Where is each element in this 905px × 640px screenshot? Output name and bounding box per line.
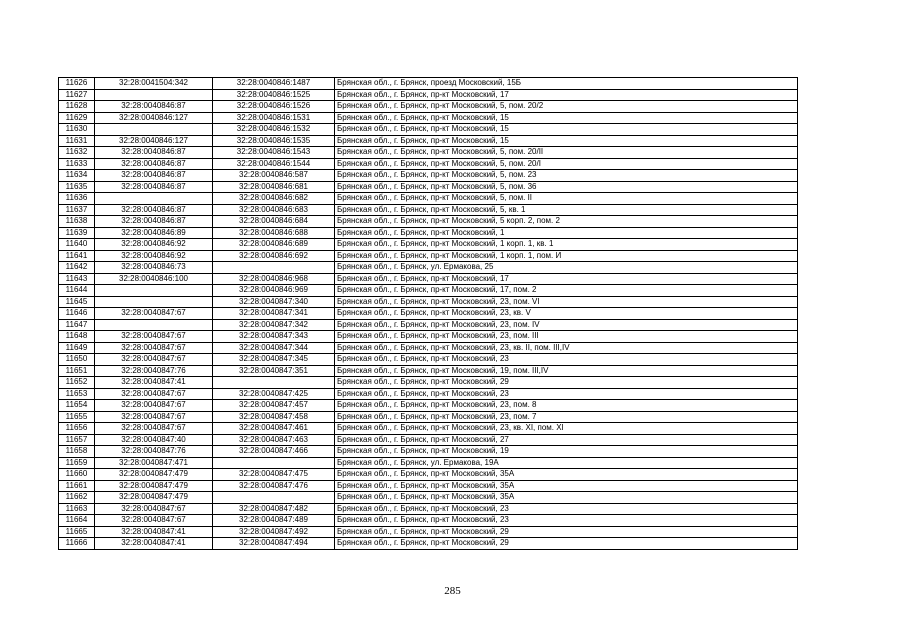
table-row xyxy=(59,319,798,331)
table-row xyxy=(59,112,798,124)
address-cell: Брянская обл., г. Брянск, пр-кт Московский, 5, пом. 20/II xyxy=(335,147,798,159)
row-number-cell: 11640 xyxy=(59,239,95,251)
parent-cadastral-number-cell: 32:28:0040847:67 xyxy=(95,400,213,412)
address-cell: Брянская обл., г. Брянск, пр-кт Московский, 5, пом. 23 xyxy=(335,170,798,182)
cadastral-number-cell: 32:28:0040846:1487 xyxy=(213,78,335,90)
cadastral-number-cell: 32:28:0040847:492 xyxy=(213,526,335,538)
address-cell: Брянская обл., г. Брянск, пр-кт Московский, 5, пом. 20/2 xyxy=(335,101,798,113)
address-cell: Брянская обл., г. Брянск, пр-кт Московский, 29 xyxy=(335,526,798,538)
row-number-cell: 11652 xyxy=(59,377,95,389)
table-row xyxy=(59,342,798,354)
address-cell: Брянская обл., г. Брянск, пр-кт Московский, 23, кв. XI, пом. XI xyxy=(335,423,798,435)
row-number-cell: 11646 xyxy=(59,308,95,320)
parent-cadastral-number-cell xyxy=(95,285,213,297)
table-row xyxy=(59,423,798,435)
parent-cadastral-number-cell: 32:28:0040846:127 xyxy=(95,135,213,147)
registry-table xyxy=(58,77,798,550)
address-cell: Брянская обл., г. Брянск, пр-кт Московский, 15 xyxy=(335,124,798,136)
address-cell: Брянская обл., г. Брянск, пр-кт Московский, 1 корп. 1, кв. 1 xyxy=(335,239,798,251)
address-cell: Брянская обл., г. Брянск, пр-кт Московский, 23, пом. 7 xyxy=(335,411,798,423)
row-number-cell: 11653 xyxy=(59,388,95,400)
address-cell: Брянская обл., г. Брянск, пр-кт Московский, 15 xyxy=(335,135,798,147)
table-row xyxy=(59,388,798,400)
address-cell: Брянская обл., г. Брянск, пр-кт Московский, 23 xyxy=(335,388,798,400)
address-cell: Брянская обл., г. Брянск, пр-кт Московский, 23, пом. 8 xyxy=(335,400,798,412)
parent-cadastral-number-cell: 32:28:0040847:41 xyxy=(95,377,213,389)
row-number-cell: 11639 xyxy=(59,227,95,239)
table-row xyxy=(59,457,798,469)
parent-cadastral-number-cell: 32:28:0040846:87 xyxy=(95,101,213,113)
table-row xyxy=(59,354,798,366)
parent-cadastral-number-cell: 32:28:0040847:67 xyxy=(95,515,213,527)
row-number-cell: 11631 xyxy=(59,135,95,147)
address-cell: Брянская обл., г. Брянск, пр-кт Московский, 29 xyxy=(335,538,798,550)
parent-cadastral-number-cell xyxy=(95,89,213,101)
table-row xyxy=(59,434,798,446)
address-cell: Брянская обл., г. Брянск, пр-кт Московский, 5 корп. 2, пом. 2 xyxy=(335,216,798,228)
parent-cadastral-number-cell: 32:28:0040847:41 xyxy=(95,526,213,538)
cadastral-number-cell: 32:28:0040847:463 xyxy=(213,434,335,446)
row-number-cell: 11635 xyxy=(59,181,95,193)
parent-cadastral-number-cell: 32:28:0040847:76 xyxy=(95,446,213,458)
table-row xyxy=(59,331,798,343)
row-number-cell: 11658 xyxy=(59,446,95,458)
parent-cadastral-number-cell: 32:28:0040847:471 xyxy=(95,457,213,469)
parent-cadastral-number-cell: 32:28:0040846:87 xyxy=(95,216,213,228)
row-number-cell: 11641 xyxy=(59,250,95,262)
parent-cadastral-number-cell: 32:28:0040846:87 xyxy=(95,147,213,159)
row-number-cell: 11659 xyxy=(59,457,95,469)
row-number-cell: 11628 xyxy=(59,101,95,113)
cadastral-number-cell: 32:28:0040846:688 xyxy=(213,227,335,239)
row-number-cell: 11666 xyxy=(59,538,95,550)
table-row xyxy=(59,515,798,527)
table-row xyxy=(59,365,798,377)
cadastral-number-cell: 32:28:0040847:351 xyxy=(213,365,335,377)
parent-cadastral-number-cell: 32:28:0040846:92 xyxy=(95,239,213,251)
row-number-cell: 11629 xyxy=(59,112,95,124)
row-number-cell: 11647 xyxy=(59,319,95,331)
row-number-cell: 11655 xyxy=(59,411,95,423)
row-number-cell: 11649 xyxy=(59,342,95,354)
address-cell: Брянская обл., г. Брянск, пр-кт Московский, 29 xyxy=(335,377,798,389)
row-number-cell: 11637 xyxy=(59,204,95,216)
row-number-cell: 11643 xyxy=(59,273,95,285)
table-row xyxy=(59,181,798,193)
cadastral-number-cell: 32:28:0040846:1531 xyxy=(213,112,335,124)
row-number-cell: 11627 xyxy=(59,89,95,101)
parent-cadastral-number-cell xyxy=(95,319,213,331)
table-row xyxy=(59,400,798,412)
address-cell: Брянская обл., г. Брянск, пр-кт Московский, 1 корп. 1, пом. И xyxy=(335,250,798,262)
parent-cadastral-number-cell: 32:28:0040846:87 xyxy=(95,181,213,193)
row-number-cell: 11642 xyxy=(59,262,95,274)
cadastral-number-cell: 32:28:0040846:692 xyxy=(213,250,335,262)
parent-cadastral-number-cell: 32:28:0040847:67 xyxy=(95,411,213,423)
address-cell: Брянская обл., г. Брянск, пр-кт Московский, 5, пом. 36 xyxy=(335,181,798,193)
cadastral-number-cell: 32:28:0040846:1544 xyxy=(213,158,335,170)
cadastral-number-cell: 32:28:0040846:684 xyxy=(213,216,335,228)
cadastral-number-cell: 32:28:0040847:489 xyxy=(213,515,335,527)
parent-cadastral-number-cell: 32:28:0040847:67 xyxy=(95,423,213,435)
table-row xyxy=(59,538,798,550)
parent-cadastral-number-cell: 32:28:0040847:479 xyxy=(95,492,213,504)
table-row xyxy=(59,503,798,515)
cadastral-number-cell xyxy=(213,492,335,504)
cadastral-number-cell: 32:28:0040846:1525 xyxy=(213,89,335,101)
table-row xyxy=(59,124,798,136)
table-row xyxy=(59,308,798,320)
cadastral-number-cell: 32:28:0040846:1543 xyxy=(213,147,335,159)
row-number-cell: 11638 xyxy=(59,216,95,228)
table-row xyxy=(59,273,798,285)
cadastral-number-cell: 32:28:0040846:587 xyxy=(213,170,335,182)
parent-cadastral-number-cell: 32:28:0040846:100 xyxy=(95,273,213,285)
cadastral-number-cell: 32:28:0040847:458 xyxy=(213,411,335,423)
row-number-cell: 11661 xyxy=(59,480,95,492)
parent-cadastral-number-cell: 32:28:0040847:67 xyxy=(95,503,213,515)
table-row xyxy=(59,135,798,147)
address-cell: Брянская обл., г. Брянск, пр-кт Московский, 23, кв. V xyxy=(335,308,798,320)
cadastral-number-cell: 32:28:0040846:968 xyxy=(213,273,335,285)
cadastral-number-cell: 32:28:0040847:466 xyxy=(213,446,335,458)
row-number-cell: 11644 xyxy=(59,285,95,297)
cadastral-number-cell: 32:28:0040846:682 xyxy=(213,193,335,205)
cadastral-number-cell xyxy=(213,262,335,274)
table-row xyxy=(59,101,798,113)
table-row xyxy=(59,239,798,251)
cadastral-number-cell: 32:28:0040847:343 xyxy=(213,331,335,343)
address-cell: Брянская обл., г. Брянск, проезд Московский, 15Б xyxy=(335,78,798,90)
cadastral-number-cell xyxy=(213,377,335,389)
cadastral-number-cell: 32:28:0040847:476 xyxy=(213,480,335,492)
table-row xyxy=(59,377,798,389)
parent-cadastral-number-cell: 32:28:0040847:67 xyxy=(95,342,213,354)
cadastral-number-cell: 32:28:0040847:342 xyxy=(213,319,335,331)
address-cell: Брянская обл., г. Брянск, пр-кт Московский, 23 xyxy=(335,354,798,366)
cadastral-number-cell: 32:28:0040846:1532 xyxy=(213,124,335,136)
address-cell: Брянская обл., г. Брянск, пр-кт Московский, 17 xyxy=(335,273,798,285)
cadastral-number-cell: 32:28:0040847:345 xyxy=(213,354,335,366)
parent-cadastral-number-cell: 32:28:0040847:67 xyxy=(95,388,213,400)
parent-cadastral-number-cell: 32:28:0040847:479 xyxy=(95,469,213,481)
cadastral-number-cell: 32:28:0040846:681 xyxy=(213,181,335,193)
table-row xyxy=(59,89,798,101)
registry-table-body xyxy=(59,78,798,550)
parent-cadastral-number-cell: 32:28:0040847:67 xyxy=(95,331,213,343)
row-number-cell: 11654 xyxy=(59,400,95,412)
cadastral-number-cell xyxy=(213,457,335,469)
address-cell: Брянская обл., г. Брянск, пр-кт Московский, 19, пом. III,IV xyxy=(335,365,798,377)
page-number: 285 xyxy=(444,585,461,597)
table-row xyxy=(59,170,798,182)
address-cell: Брянская обл., г. Брянск, пр-кт Московский, 23 xyxy=(335,515,798,527)
address-cell: Брянская обл., г. Брянск, пр-кт Московский, 23 xyxy=(335,503,798,515)
address-cell: Брянская обл., г. Брянск, пр-кт Московский, 1 xyxy=(335,227,798,239)
row-number-cell: 11665 xyxy=(59,526,95,538)
cadastral-number-cell: 32:28:0040846:1526 xyxy=(213,101,335,113)
row-number-cell: 11633 xyxy=(59,158,95,170)
table-row xyxy=(59,250,798,262)
cadastral-number-cell: 32:28:0040847:475 xyxy=(213,469,335,481)
table-row xyxy=(59,411,798,423)
table-row xyxy=(59,526,798,538)
row-number-cell: 11656 xyxy=(59,423,95,435)
address-cell: Брянская обл., г. Брянск, пр-кт Московский, 23, кв. II, пом. III,IV xyxy=(335,342,798,354)
cadastral-number-cell: 32:28:0040847:461 xyxy=(213,423,335,435)
row-number-cell: 11660 xyxy=(59,469,95,481)
cadastral-number-cell: 32:28:0040847:340 xyxy=(213,296,335,308)
address-cell: Брянская обл., г. Брянск, ул. Ермакова, 19А xyxy=(335,457,798,469)
address-cell: Брянская обл., г. Брянск, ул. Ермакова, 25 xyxy=(335,262,798,274)
cadastral-number-cell: 32:28:0040847:494 xyxy=(213,538,335,550)
parent-cadastral-number-cell: 32:28:0040846:87 xyxy=(95,158,213,170)
parent-cadastral-number-cell xyxy=(95,124,213,136)
table-row xyxy=(59,262,798,274)
address-cell: Брянская обл., г. Брянск, пр-кт Московский, 23, пом. III xyxy=(335,331,798,343)
parent-cadastral-number-cell: 32:28:0040847:76 xyxy=(95,365,213,377)
row-number-cell: 11648 xyxy=(59,331,95,343)
address-cell: Брянская обл., г. Брянск, пр-кт Московский, 27 xyxy=(335,434,798,446)
parent-cadastral-number-cell: 32:28:0040846:87 xyxy=(95,204,213,216)
row-number-cell: 11662 xyxy=(59,492,95,504)
table-row xyxy=(59,147,798,159)
cadastral-number-cell: 32:28:0040847:482 xyxy=(213,503,335,515)
row-number-cell: 11651 xyxy=(59,365,95,377)
parent-cadastral-number-cell: 32:28:0040847:479 xyxy=(95,480,213,492)
parent-cadastral-number-cell: 32:28:0040847:41 xyxy=(95,538,213,550)
parent-cadastral-number-cell: 32:28:0040846:92 xyxy=(95,250,213,262)
parent-cadastral-number-cell xyxy=(95,193,213,205)
table-row xyxy=(59,480,798,492)
parent-cadastral-number-cell: 32:28:0041504:342 xyxy=(95,78,213,90)
cadastral-number-cell: 32:28:0040847:457 xyxy=(213,400,335,412)
row-number-cell: 11645 xyxy=(59,296,95,308)
cadastral-number-cell: 32:28:0040846:683 xyxy=(213,204,335,216)
address-cell: Брянская обл., г. Брянск, пр-кт Московский, 5, пом. 20/I xyxy=(335,158,798,170)
row-number-cell: 11650 xyxy=(59,354,95,366)
address-cell: Брянская обл., г. Брянск, пр-кт Московский, 17 xyxy=(335,89,798,101)
address-cell: Брянская обл., г. Брянск, пр-кт Московский, 15 xyxy=(335,112,798,124)
row-number-cell: 11626 xyxy=(59,78,95,90)
parent-cadastral-number-cell: 32:28:0040847:67 xyxy=(95,354,213,366)
table-row xyxy=(59,158,798,170)
table-row xyxy=(59,296,798,308)
address-cell: Брянская обл., г. Брянск, пр-кт Московский, 35А xyxy=(335,469,798,481)
table-row xyxy=(59,227,798,239)
parent-cadastral-number-cell: 32:28:0040847:67 xyxy=(95,308,213,320)
table-row xyxy=(59,285,798,297)
row-number-cell: 11632 xyxy=(59,147,95,159)
table-row xyxy=(59,204,798,216)
table-row xyxy=(59,193,798,205)
cadastral-number-cell: 32:28:0040846:1535 xyxy=(213,135,335,147)
address-cell: Брянская обл., г. Брянск, пр-кт Московский, 35А xyxy=(335,492,798,504)
table-row xyxy=(59,469,798,481)
parent-cadastral-number-cell: 32:28:0040846:89 xyxy=(95,227,213,239)
parent-cadastral-number-cell: 32:28:0040846:73 xyxy=(95,262,213,274)
table-row xyxy=(59,492,798,504)
address-cell: Брянская обл., г. Брянск, пр-кт Московский, 23, пом. IV xyxy=(335,319,798,331)
parent-cadastral-number-cell: 32:28:0040846:87 xyxy=(95,170,213,182)
parent-cadastral-number-cell: 32:28:0040846:127 xyxy=(95,112,213,124)
address-cell: Брянская обл., г. Брянск, пр-кт Московский, 23, пом. VI xyxy=(335,296,798,308)
table-row xyxy=(59,446,798,458)
address-cell: Брянская обл., г. Брянск, пр-кт Московский, 5, пом. II xyxy=(335,193,798,205)
address-cell: Брянская обл., г. Брянск, пр-кт Московский, 19 xyxy=(335,446,798,458)
table-row xyxy=(59,216,798,228)
row-number-cell: 11636 xyxy=(59,193,95,205)
address-cell: Брянская обл., г. Брянск, пр-кт Московский, 5, кв. 1 xyxy=(335,204,798,216)
row-number-cell: 11664 xyxy=(59,515,95,527)
cadastral-number-cell: 32:28:0040847:341 xyxy=(213,308,335,320)
row-number-cell: 11630 xyxy=(59,124,95,136)
cadastral-number-cell: 32:28:0040847:425 xyxy=(213,388,335,400)
parent-cadastral-number-cell: 32:28:0040847:40 xyxy=(95,434,213,446)
cadastral-number-cell: 32:28:0040846:689 xyxy=(213,239,335,251)
cadastral-number-cell: 32:28:0040846:969 xyxy=(213,285,335,297)
row-number-cell: 11657 xyxy=(59,434,95,446)
row-number-cell: 11634 xyxy=(59,170,95,182)
cadastral-number-cell: 32:28:0040847:344 xyxy=(213,342,335,354)
table-row xyxy=(59,78,798,90)
parent-cadastral-number-cell xyxy=(95,296,213,308)
address-cell: Брянская обл., г. Брянск, пр-кт Московский, 17, пом. 2 xyxy=(335,285,798,297)
row-number-cell: 11663 xyxy=(59,503,95,515)
address-cell: Брянская обл., г. Брянск, пр-кт Московский, 35А xyxy=(335,480,798,492)
